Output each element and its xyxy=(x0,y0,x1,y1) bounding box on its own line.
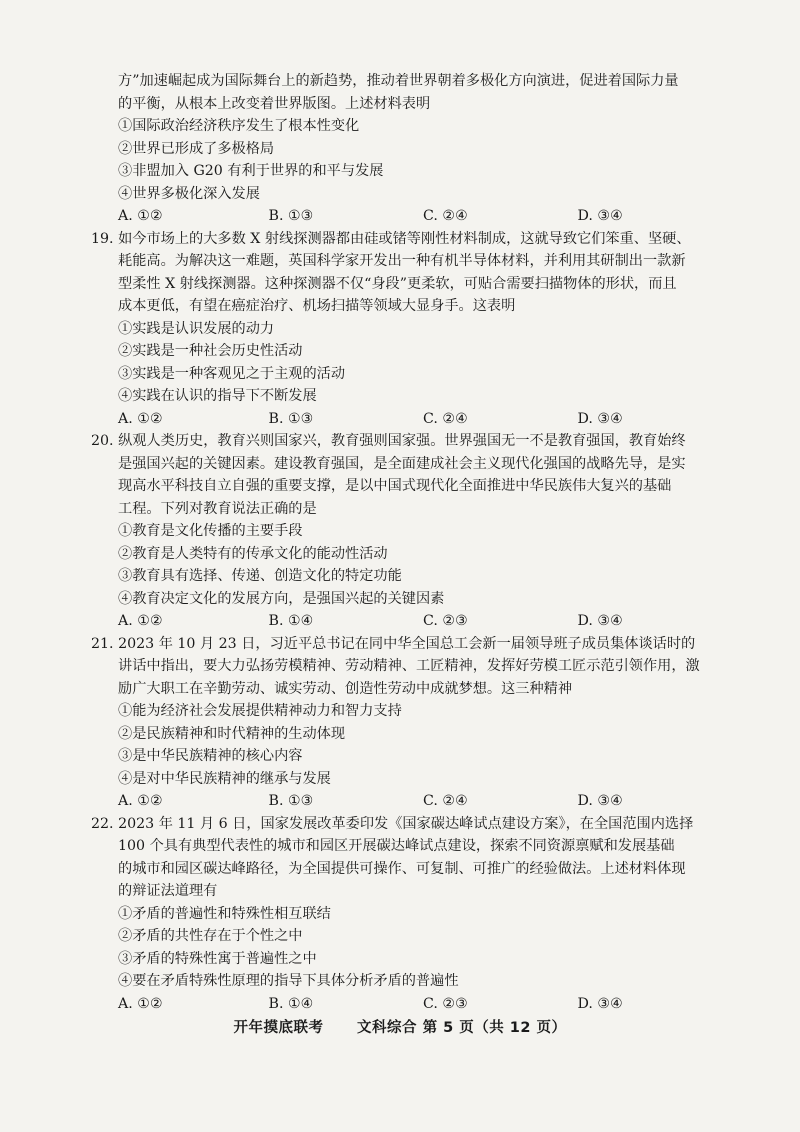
answer-choices xyxy=(118,993,728,1016)
question-stem-line: 讲话中指出，要大力弘扬劳模精神、劳动精神、工匠精神，发挥好劳模工匠示范引领作用，激 xyxy=(118,658,700,674)
choice-c: C. ②④ xyxy=(423,793,468,809)
answer-choices xyxy=(118,408,728,431)
question-stem-line: 22. 2023 年 11 月 6 日，国家发展改革委印发《国家碳达峰试点建设方案》，在全国范围内选择 xyxy=(91,815,694,832)
statement-option: ①矛盾的普遍性和特殊性相互联结 xyxy=(118,905,331,922)
statement-option: ②是民族精神和时代精神的生动体现 xyxy=(118,725,346,742)
question-22 xyxy=(91,813,728,1016)
statement-option: ③实践是一种客观见之于主观的活动 xyxy=(118,365,346,382)
question-stem-line: 成本更低，有望在癌症治疗、机场扫描等领域大显身手。这表明 xyxy=(118,298,516,314)
statement-option: ①能为经济社会发展提供精神动力和智力支持 xyxy=(118,703,402,719)
exam-name: 开年摸底联考 xyxy=(233,1020,324,1036)
statement-option: ②矛盾的共性存在于个性之中 xyxy=(118,928,303,944)
statement-option: ④是对中华民族精神的继承与发展 xyxy=(118,770,331,787)
question-stem-line: 21. 2023 年 10 月 23 日，习近平总书记在同中华全国总工会新一届领导班子成员集体谈话时的 xyxy=(91,635,696,652)
question-stem-line: 20. 纵观人类历史，教育兴则国家兴，教育强则国家强。世界强国无一不是教育强国，教育始终 xyxy=(91,433,686,449)
answer-choices xyxy=(118,610,728,633)
page-footer xyxy=(0,1016,800,1037)
choice-a: A. ①② xyxy=(118,995,163,1012)
question-18-tail xyxy=(118,70,728,228)
question-stem-line: 耗能高。为解决这一难题，英国科学家开发出一种有机半导体材料，并利用其研制出一款新 xyxy=(118,253,686,269)
question-stem-line: 是强国兴起的关键因素。建设教育强国，是全面建成社会主义现代化强国的战略先导，是实 xyxy=(118,455,686,472)
statement-option: ④要在矛盾特殊性原理的指导下具体分析矛盾的普遍性 xyxy=(118,973,459,989)
statement-option: ②教育是人类特有的传承文化的能动性活动 xyxy=(118,545,388,562)
question-stem-line: 工程。下列对教育说法正确的是 xyxy=(118,500,317,517)
choice-b: B. ①③ xyxy=(268,793,314,809)
choice-b: B. ①③ xyxy=(268,208,314,224)
question-20 xyxy=(91,430,728,633)
choice-c: C. ②③ xyxy=(423,995,468,1012)
choice-a: A. ①② xyxy=(118,613,163,629)
statement-option: ②世界已形成了多极格局 xyxy=(118,140,275,157)
question-stem-line: 的辩证法道理有 xyxy=(118,883,218,899)
page-number: 文科综合 第 5 页（共 12 页） xyxy=(357,1020,567,1036)
statement-option: ①国际政治经济秩序发生了根本性变化 xyxy=(118,118,360,134)
question-stem-line: 19. 如今市场上的大多数 X 射线探测器都由硅或锗等刚性材料制成，这就导致它们笨重、坚硬、 xyxy=(91,230,691,247)
statement-option: ②实践是一种社会历史性活动 xyxy=(118,343,303,359)
choice-b: B. ①③ xyxy=(268,410,314,427)
question-stem-line: 的平衡，从根本上改变着世界版图。上述材料表明 xyxy=(118,95,431,112)
choice-c: C. ②④ xyxy=(423,208,468,224)
choice-b: B. ①④ xyxy=(268,995,314,1012)
choice-d: D. ③④ xyxy=(577,995,623,1012)
question-stem-line: 励广大职工在辛勤劳动、诚实劳动、创造性劳动中成就梦想。这三种精神 xyxy=(118,680,573,697)
question-stem-line: 型柔性 X 射线探测器。这种探测器不仅“身段”更柔软，可贴合需要扫描物体的形状，而且 xyxy=(118,275,677,292)
question-stem-line: 100 个具有典型代表性的城市和园区开展碳达峰试点建设，探索不同资源禀赋和发展基础 xyxy=(118,838,675,854)
statement-option: ④实践在认识的指导下不断发展 xyxy=(118,388,317,404)
question-21 xyxy=(91,633,728,813)
choice-a: A. ①② xyxy=(118,208,163,224)
choice-d: D. ③④ xyxy=(577,613,623,629)
statement-option: ①教育是文化传播的主要手段 xyxy=(118,523,303,539)
statement-option: ④教育决定文化的发展方向，是强国兴起的关键因素 xyxy=(118,590,445,607)
choice-a: A. ①② xyxy=(118,410,163,427)
statement-option: ③教育具有选择、传递、创造文化的特定功能 xyxy=(118,568,402,584)
question-stem-line: 的城市和园区碳达峰路径，为全国提供可操作、可复制、可推广的经验做法。上述材料体现 xyxy=(118,860,686,877)
statement-option: ③是中华民族精神的核心内容 xyxy=(118,748,303,764)
answer-choices xyxy=(118,790,728,813)
statement-option: ③非盟加入 G20 有利于世界的和平与发展 xyxy=(118,163,384,179)
choice-d: D. ③④ xyxy=(577,410,623,427)
choice-c: C. ②④ xyxy=(423,410,468,427)
statement-option: ①实践是认识发展的动力 xyxy=(118,320,275,337)
choice-c: C. ②③ xyxy=(423,613,468,629)
answer-choices xyxy=(118,205,728,228)
question-stem-line: 方”加速崛起成为国际舞台上的新趋势，推动着世界朝着多极化方向演进，促进着国际力量 xyxy=(118,73,679,89)
choice-d: D. ③④ xyxy=(577,793,623,809)
question-stem-line: 现高水平科技自立自强的重要支撑，是以中国式现代化全面推进中华民族伟大复兴的基础 xyxy=(118,478,672,494)
statement-option: ④世界多极化深入发展 xyxy=(118,185,260,202)
choice-a: A. ①② xyxy=(118,793,163,809)
choice-d: D. ③④ xyxy=(577,208,623,224)
choice-b: B. ①④ xyxy=(268,613,314,629)
statement-option: ③矛盾的特殊性寓于普遍性之中 xyxy=(118,950,317,967)
question-19 xyxy=(91,228,728,431)
